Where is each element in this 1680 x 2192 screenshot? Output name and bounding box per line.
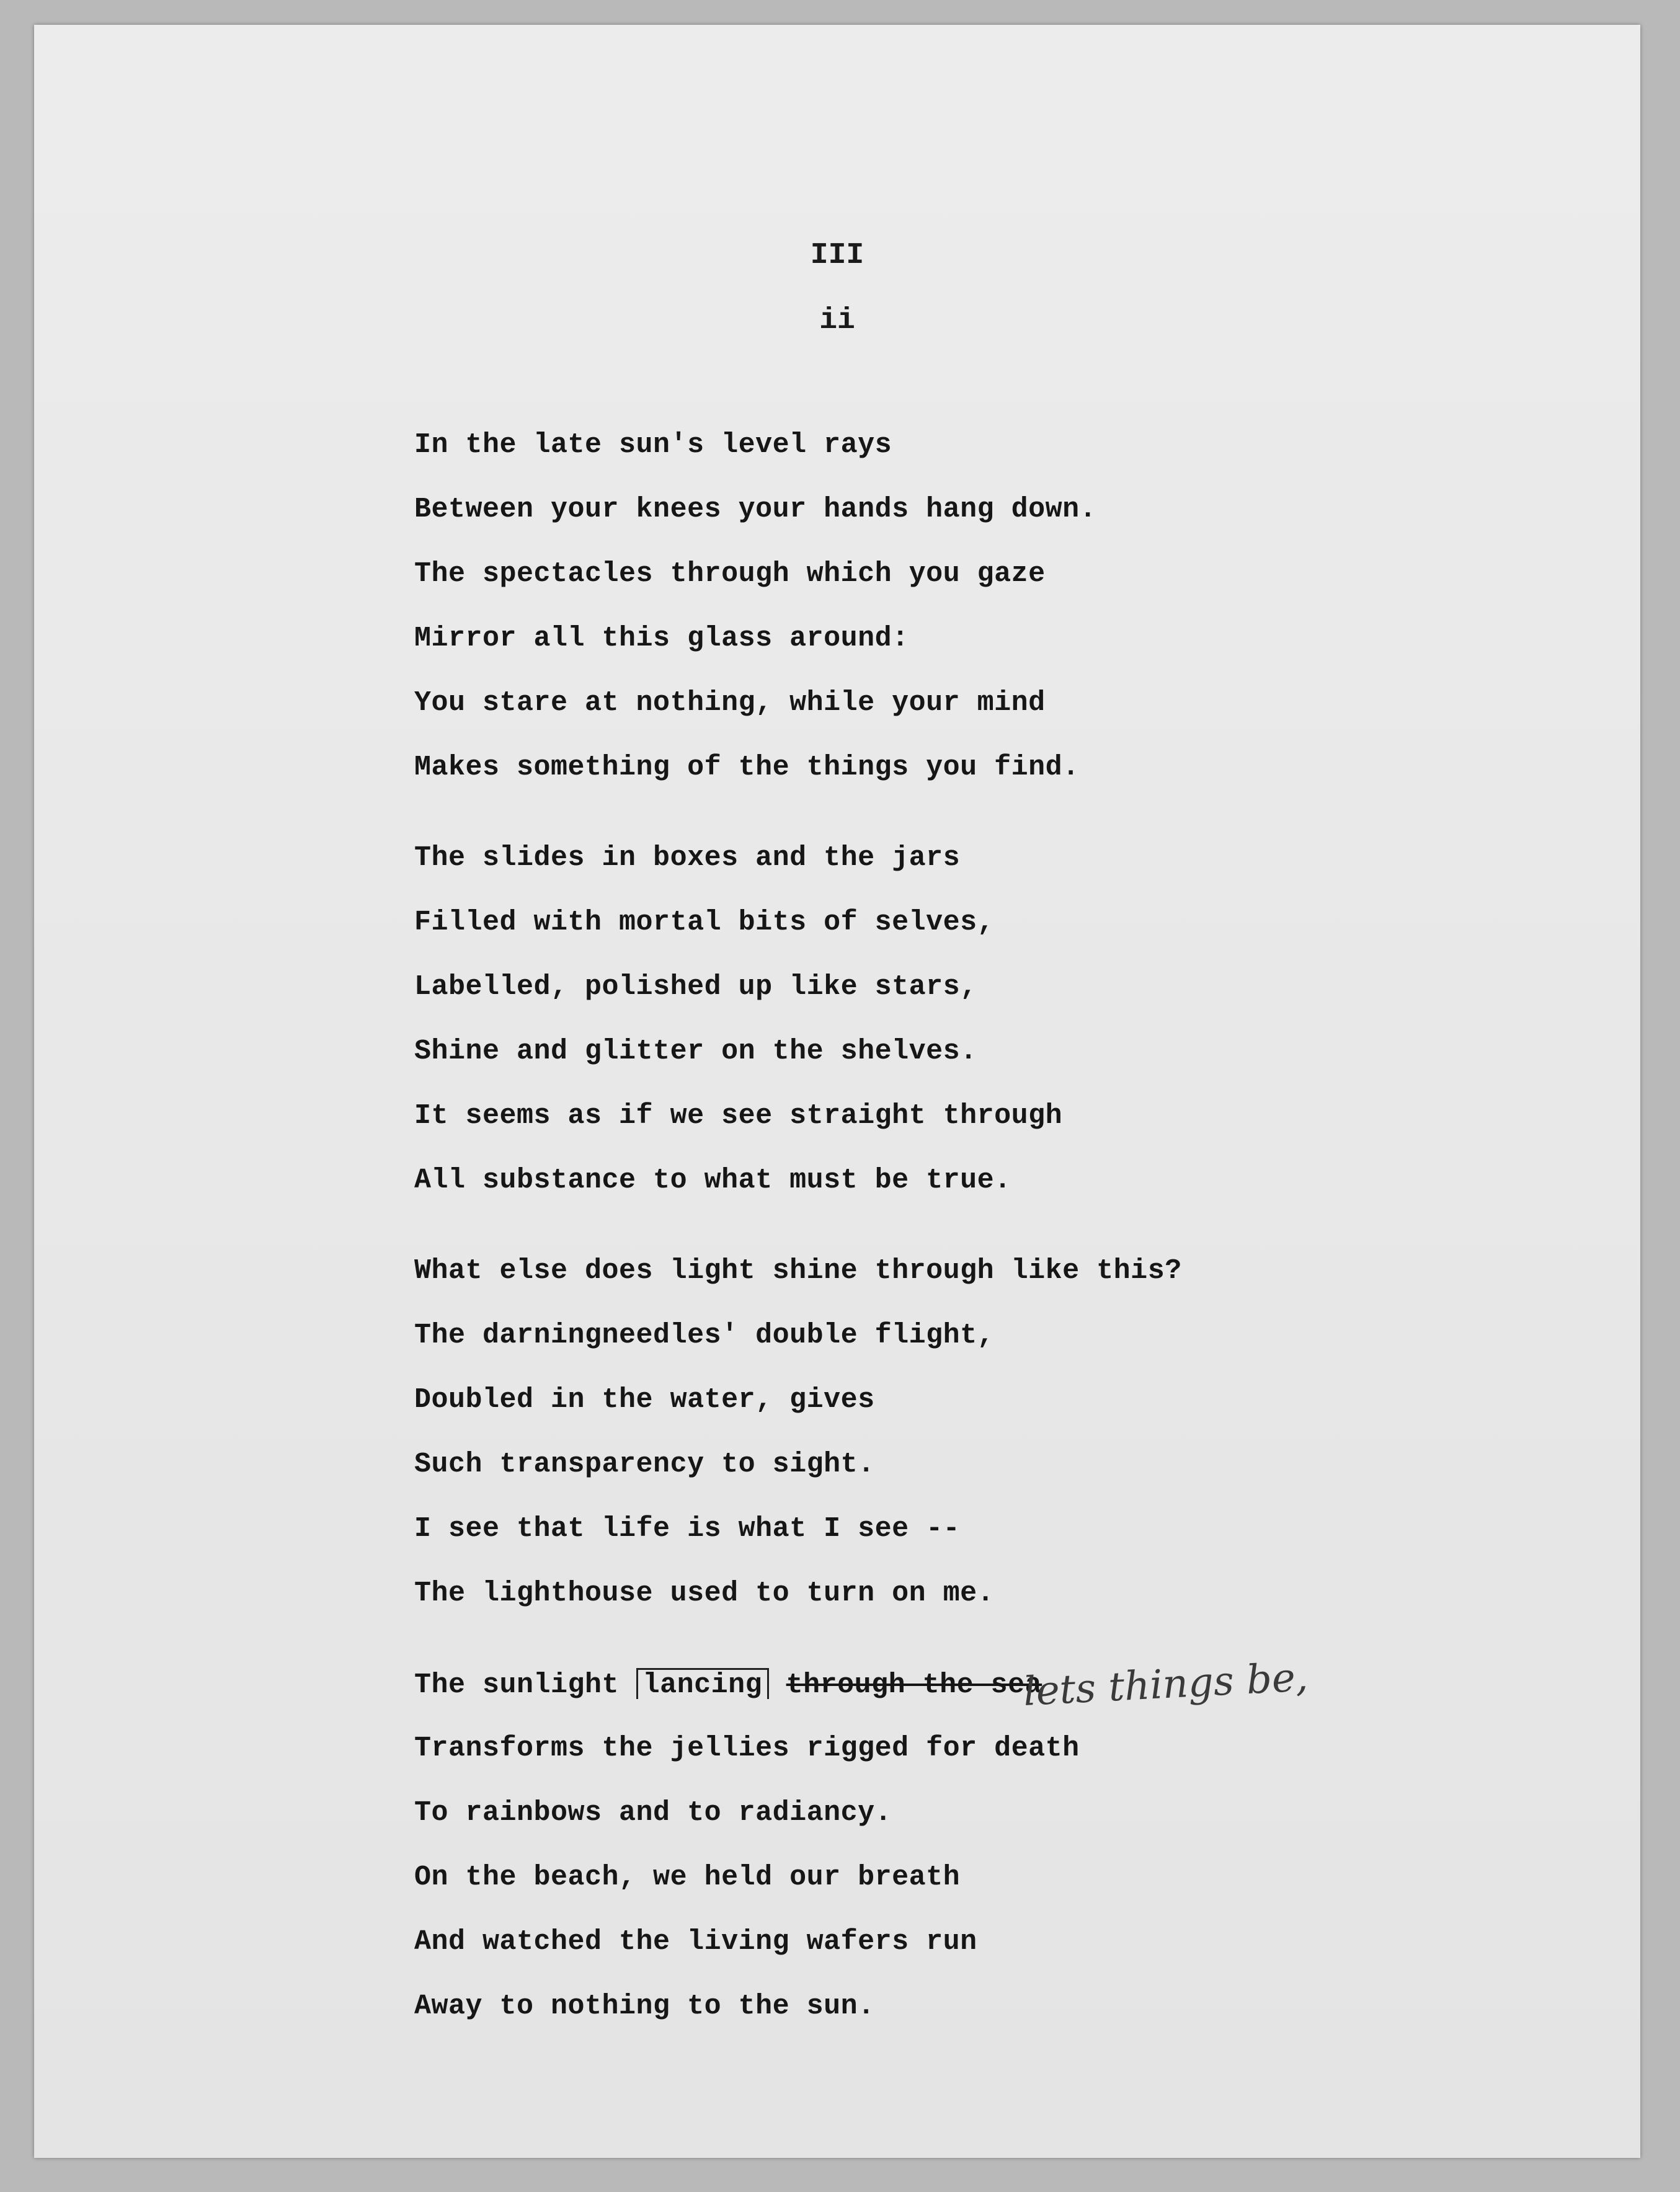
stanza-1-line-1: In the late sun's level rays <box>414 429 892 461</box>
stanza-4-line-4: On the beach, we held our breath <box>414 1861 961 1893</box>
stanza-3-line-2: The darningneedles' double flight, <box>414 1320 995 1351</box>
stanza-2-line-6: All substance to what must be true. <box>414 1165 1011 1196</box>
stanza-4-line-3: To rainbows and to radiancy. <box>414 1797 892 1829</box>
stanza-1-line-5: You stare at nothing, while your mind <box>414 687 1046 719</box>
handwritten-annotation: lets things be, <box>1022 1654 1309 1715</box>
stanza-2-line-1: The slides in boxes and the jars <box>414 842 961 874</box>
stanza-2-line-2: Filled with mortal bits of selves, <box>414 907 995 938</box>
section-number: III <box>810 239 864 272</box>
stanza-3-line-3: Doubled in the water, gives <box>414 1384 875 1416</box>
stanza-1-line-3: The spectacles through which you gaze <box>414 558 1046 590</box>
stanza-3-line-1: What else does light shine through like this? <box>414 1255 1182 1287</box>
typescript-page <box>34 25 1640 2158</box>
stanza-3-line-6: The lighthouse used to turn on me. <box>414 1577 995 1609</box>
stanza-4-line-6: Away to nothing to the sun. <box>414 1990 875 2022</box>
stanza-2-line-4: Shine and glitter on the shelves. <box>414 1036 977 1067</box>
stanza-3-line-5: I see that life is what I see -- <box>414 1513 961 1545</box>
line-text-start: The sunlight <box>414 1669 620 1701</box>
subsection-number: ii <box>819 304 855 337</box>
stanza-4-line-2: Transforms the jellies rigged for death <box>414 1733 1080 1764</box>
stanza-4-line-1-edited <box>414 1668 1042 1701</box>
inserted-word-box: lancing <box>636 1668 770 1699</box>
struck-through-text: through the sea <box>786 1669 1042 1701</box>
stanza-1-line-6: Makes something of the things you find. <box>414 752 1080 783</box>
stanza-2-line-5: It seems as if we see straight through <box>414 1100 1063 1132</box>
stanza-4-line-5: And watched the living wafers run <box>414 1926 977 1958</box>
stanza-2-line-3: Labelled, polished up like stars, <box>414 971 977 1003</box>
stanza-1-line-4: Mirror all this glass around: <box>414 623 909 654</box>
stanza-3-line-4: Such transparency to sight. <box>414 1449 875 1480</box>
stanza-1-line-2: Between your knees your hands hang down. <box>414 494 1097 525</box>
